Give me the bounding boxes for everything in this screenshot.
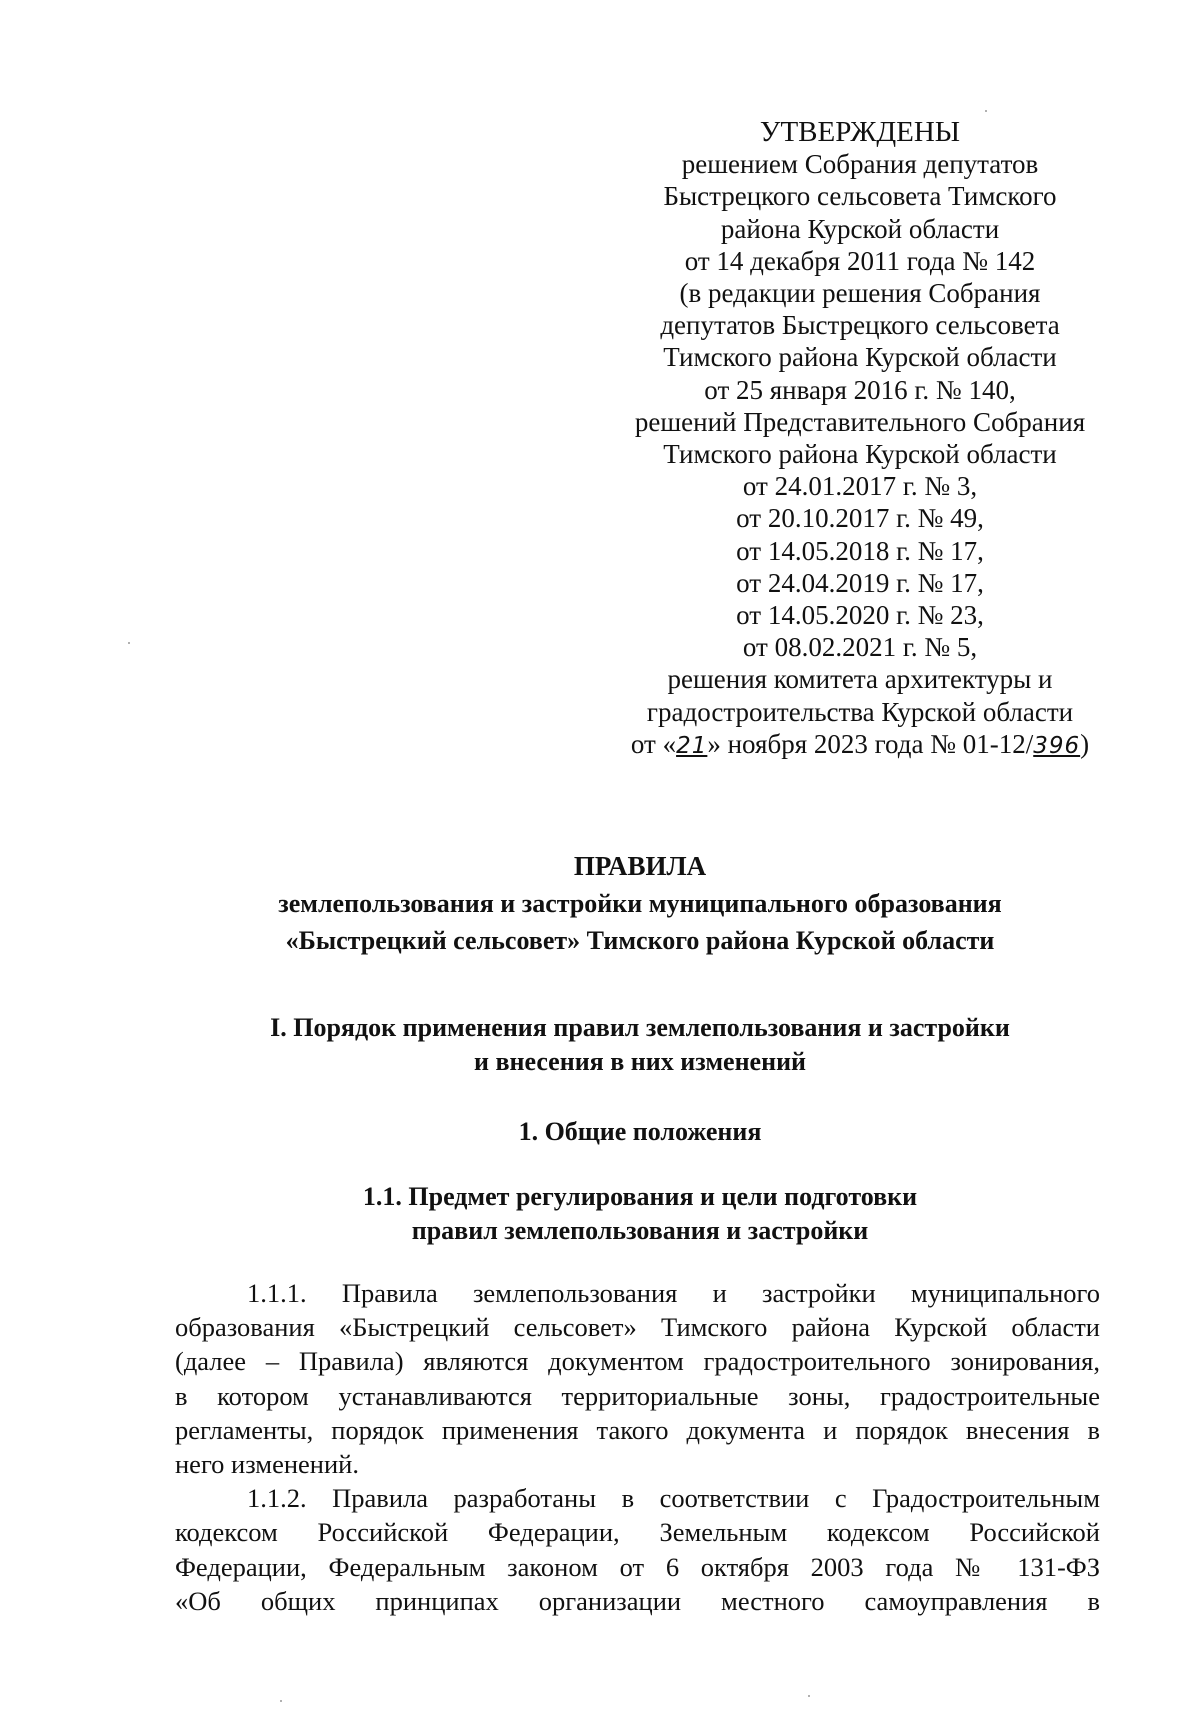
approval-last-middle: » ноября 2023 года № 01-12/ (707, 728, 1034, 759)
part-title-line: и внесения в них изменений (473, 1047, 807, 1076)
paragraph-line (175, 1276, 1100, 1310)
approval-line: Тимского района Курской области (663, 439, 1057, 470)
approval-line: градостроительства Курской области (646, 696, 1074, 727)
approval-line: от 08.02.2021 г. № 5, (742, 632, 978, 663)
part-title (0, 1011, 1200, 1079)
paragraph-line (175, 1481, 1100, 1515)
paragraph-line: «Об общих принципах организации местного самоуправления в (175, 1585, 1100, 1616)
paragraph-line: (далее – Правила) являются документом градостроительного зонирования, (175, 1346, 1100, 1377)
approval-heading: УТВЕРЖДЕНЫ (759, 116, 961, 148)
paragraph-line: в котором устанавливаются территориальные зоны, градостроительные (175, 1380, 1100, 1411)
handwritten-day: 21 (676, 732, 708, 759)
scan-speck (128, 642, 130, 644)
article-title-line: 1.1. Предмет регулирования и цели подготовки (362, 1182, 918, 1211)
handwritten-number: 396 (1033, 732, 1081, 759)
paragraph-line-text: Правила разработаны в соответствии с Градостроительным (332, 1483, 1100, 1514)
paragraph-line: кодексом Российской Федерации, Земельным кодексом Российской (175, 1517, 1100, 1548)
approval-line: решением Собрания депутатов (681, 149, 1039, 180)
approval-line: Быстрецкого сельсовета Тимского (663, 181, 1057, 212)
approval-line: (в редакции решения Собрания (679, 278, 1041, 309)
part-title-line: I. Порядок применения правил землепользования и застройки (270, 1013, 1010, 1042)
paragraph-1-1-2 (175, 1481, 1100, 1618)
approval-block (560, 116, 1160, 762)
paragraph-line: него изменений. (175, 1449, 359, 1480)
paragraph-number: 1.1.2. (247, 1483, 307, 1514)
paragraph-line-text: Правила землепользования и застройки муниципального (341, 1278, 1101, 1308)
body-text (175, 1276, 1100, 1618)
scan-speck (985, 110, 987, 112)
approval-line: от 24.04.2019 г. № 17, (736, 567, 984, 598)
document-title-line: «Быстрецкий сельсовет» Тимского района Курской области (285, 926, 995, 955)
approval-line: от 14 декабря 2011 года № 142 (684, 245, 1036, 276)
approval-line: района Курской области (720, 213, 1000, 244)
paragraph-number: 1.1.1. (247, 1278, 307, 1308)
approval-last-prefix: от « (630, 728, 677, 759)
approval-line: от 20.10.2017 г. № 49, (736, 503, 984, 534)
scan-speck (808, 1695, 810, 1697)
approval-last-line (560, 728, 1160, 762)
document-title-line: землепользования и застройки муниципального образования (278, 889, 1002, 918)
approval-line: решения комитета архитектуры и (667, 664, 1053, 695)
approval-line: от 14.05.2018 г. № 17, (736, 535, 984, 566)
approval-line: от 24.01.2017 г. № 3, (742, 471, 978, 502)
paragraph-line: регламенты, порядок применения такого документа и порядок внесения в (175, 1414, 1100, 1445)
approval-line: от 25 января 2016 г. № 140, (704, 374, 1016, 405)
chapter-title (0, 1115, 1200, 1149)
paragraph-1-1-1 (175, 1276, 1100, 1481)
chapter-title-text: 1. Общие положения (518, 1117, 762, 1146)
document-title-main: ПРАВИЛА (573, 851, 707, 881)
paragraph-line: образования «Быстрецкий сельсовет» Тимского района Курской области (175, 1312, 1100, 1343)
document-title (0, 848, 1200, 959)
paragraph-line: Федерации, Федеральным законом от 6 октября 2003 года № 131-ФЗ (175, 1551, 1100, 1582)
approval-line: от 14.05.2020 г. № 23, (736, 600, 984, 631)
article-title (0, 1180, 1200, 1248)
article-title-line: правил землепользования и застройки (411, 1216, 869, 1245)
approval-line: решений Представительного Собрания (634, 406, 1086, 437)
scan-speck (280, 1700, 282, 1702)
approval-line: Тимского района Курской области (663, 342, 1057, 373)
approval-line: депутатов Быстрецкого сельсовета (660, 310, 1060, 341)
approval-last-suffix: ) (1080, 728, 1090, 759)
